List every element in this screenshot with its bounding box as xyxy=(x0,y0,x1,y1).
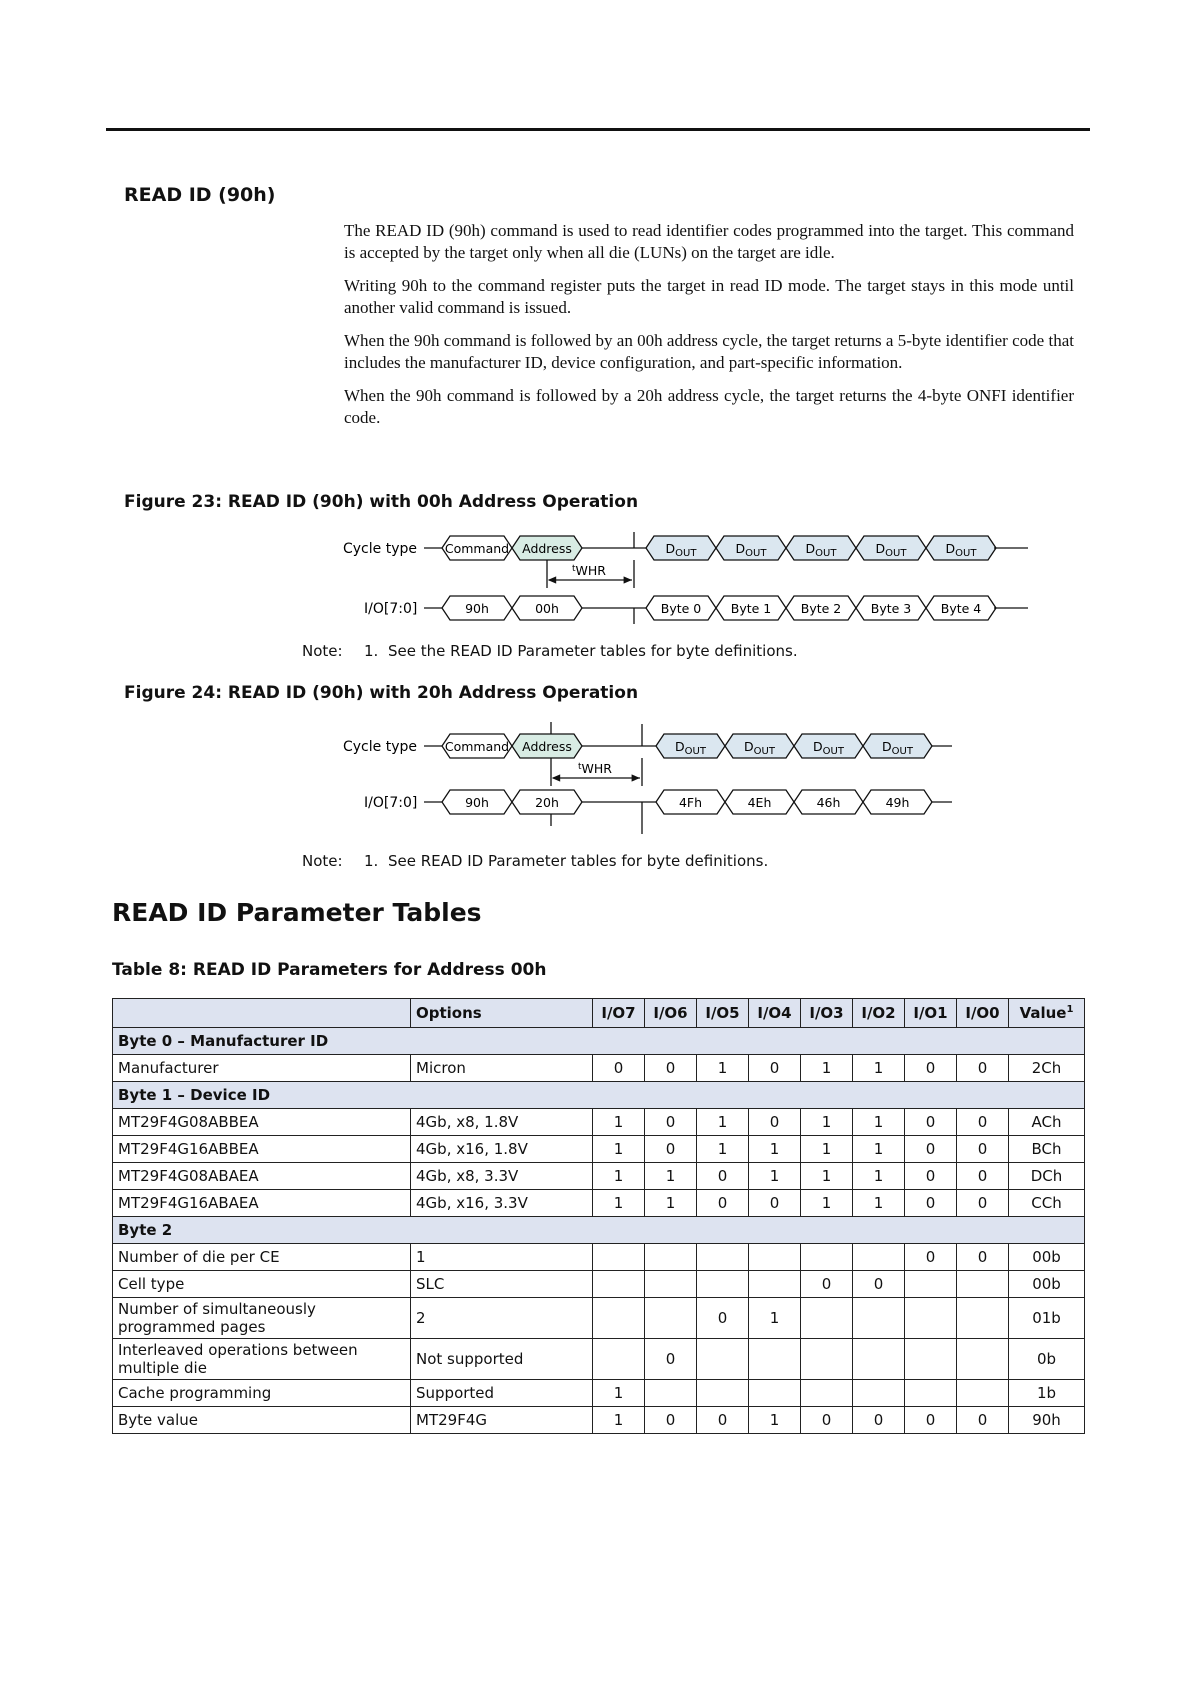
paragraph: The READ ID (90h) command is used to read identifier codes programmed into the target. This command is accepted by the target only when all die (LUNs) on the target are idle. xyxy=(344,221,1074,262)
bit-cell xyxy=(749,1271,801,1298)
bit-cell: 0 xyxy=(905,1136,957,1163)
byte-label: 46h xyxy=(816,795,841,810)
bit-cell: 1 xyxy=(749,1136,801,1163)
bit-cell: 1 xyxy=(749,1298,801,1339)
parameter-cell: Cache programming xyxy=(113,1380,411,1407)
io-address-text: 20h xyxy=(535,795,559,810)
table-row xyxy=(113,1339,1085,1380)
bit-cell: 0 xyxy=(905,1109,957,1136)
bit-cell xyxy=(645,1244,697,1271)
paragraph: Writing 90h to the command register puts the target in read ID mode. The target stays in this mode until another valid command is issued. xyxy=(344,276,1074,317)
paragraph: When the 90h command is followed by an 00h address cycle, the target returns a 5-byte identifier code that includes the manufacturer ID, device configuration, and part-specific information. xyxy=(344,331,1074,372)
value-cell: BCh xyxy=(1009,1136,1085,1163)
dout-label: $D_{OUT}$ xyxy=(813,739,844,757)
header-cell: I/O0 xyxy=(957,999,1009,1028)
section-cell: Byte 1 – Device ID xyxy=(113,1082,1085,1109)
bit-cell xyxy=(853,1244,905,1271)
bit-cell xyxy=(593,1244,645,1271)
byte-cycles xyxy=(646,596,996,620)
bit-cell: 0 xyxy=(645,1407,697,1434)
bit-cell: 0 xyxy=(645,1055,697,1082)
bit-cell: 1 xyxy=(593,1136,645,1163)
table-row xyxy=(113,1055,1085,1082)
dout-label: $D_{OUT}$ xyxy=(805,541,837,559)
bit-cell: 0 xyxy=(645,1339,697,1380)
bit-cell xyxy=(697,1271,749,1298)
byte-label: 4Fh xyxy=(678,795,703,810)
dout-label: $D_{OUT}$ xyxy=(675,739,706,757)
section-title: READ ID (90h) xyxy=(124,184,276,206)
command-label: Command xyxy=(444,739,510,754)
parameter-cell: Number of simultaneously programmed pages xyxy=(113,1298,411,1339)
byte-label: 49h xyxy=(885,795,910,810)
section-cell: Byte 0 – Manufacturer ID xyxy=(113,1028,1085,1055)
bit-cell: 0 xyxy=(905,1407,957,1434)
bit-cell: 1 xyxy=(749,1407,801,1434)
option-cell: 4Gb, x8, 3.3V xyxy=(411,1163,593,1190)
option-cell: 4Gb, x16, 3.3V xyxy=(411,1190,593,1217)
parameter-cell: Cell type xyxy=(113,1271,411,1298)
header-cell: I/O2 xyxy=(853,999,905,1028)
table-row xyxy=(113,1136,1085,1163)
bit-cell: 1 xyxy=(645,1163,697,1190)
twhr-label: $^t$WHR xyxy=(578,761,612,776)
bit-cell xyxy=(853,1298,905,1339)
bit-cell xyxy=(697,1244,749,1271)
option-cell: SLC xyxy=(411,1271,593,1298)
table-section-row xyxy=(113,1082,1085,1109)
value-cell: 00b xyxy=(1009,1244,1085,1271)
bit-cell: 0 xyxy=(593,1055,645,1082)
bit-cell: 1 xyxy=(853,1055,905,1082)
bit-cell: 1 xyxy=(593,1407,645,1434)
bit-cell xyxy=(801,1244,853,1271)
bit-cell: 1 xyxy=(645,1190,697,1217)
bit-cell: 1 xyxy=(697,1055,749,1082)
bit-cell: 0 xyxy=(645,1136,697,1163)
header-cell-value: Value$^1$ xyxy=(1009,999,1085,1028)
bit-cell: 1 xyxy=(697,1109,749,1136)
io-command-text: 90h xyxy=(465,795,489,810)
value-cell: 2Ch xyxy=(1009,1055,1085,1082)
bit-cell: 1 xyxy=(801,1055,853,1082)
top-rule xyxy=(106,128,1090,131)
figure-23-title: Figure 23: READ ID (90h) with 00h Address Operation xyxy=(124,492,639,512)
header-cell: I/O7 xyxy=(593,999,645,1028)
note-label: Note: xyxy=(302,852,343,870)
io-label: I/O[7:0] xyxy=(364,601,418,617)
bit-cell xyxy=(749,1244,801,1271)
figure-23-timing-diagram xyxy=(0,530,1190,630)
bit-cell: 0 xyxy=(697,1190,749,1217)
bit-cell xyxy=(645,1380,697,1407)
parameter-cell: MT29F4G08ABAEA xyxy=(113,1163,411,1190)
note-number: 1. xyxy=(364,642,379,660)
bit-cell: 0 xyxy=(801,1271,853,1298)
bit-cell: 1 xyxy=(801,1190,853,1217)
bit-cell xyxy=(645,1298,697,1339)
table-row xyxy=(113,1190,1085,1217)
value-cell: 01b xyxy=(1009,1298,1085,1339)
figure-24-title: Figure 24: READ ID (90h) with 20h Address Operation xyxy=(124,683,639,703)
bit-cell: 0 xyxy=(853,1407,905,1434)
bit-cell: 0 xyxy=(957,1407,1009,1434)
byte-label: Byte 3 xyxy=(870,601,912,616)
byte-label: Byte 2 xyxy=(800,601,842,616)
dout-label: $D_{OUT}$ xyxy=(875,541,907,559)
bit-cell: 0 xyxy=(749,1109,801,1136)
value-cell: 0b xyxy=(1009,1339,1085,1380)
byte-label: 4Eh xyxy=(747,795,772,810)
address-label: Address xyxy=(522,541,572,556)
bit-cell: 0 xyxy=(905,1244,957,1271)
bit-cell xyxy=(645,1271,697,1298)
byte-label: Byte 1 xyxy=(730,601,772,616)
bit-cell: 1 xyxy=(593,1190,645,1217)
bit-cell xyxy=(593,1339,645,1380)
bit-cell xyxy=(905,1339,957,1380)
option-cell: Micron xyxy=(411,1055,593,1082)
command-label: Command xyxy=(444,541,510,556)
header-cell: I/O4 xyxy=(749,999,801,1028)
bit-cell: 0 xyxy=(801,1407,853,1434)
option-cell: MT29F4G xyxy=(411,1407,593,1434)
bit-cell: 1 xyxy=(801,1109,853,1136)
table-8-title: Table 8: READ ID Parameters for Address 00h xyxy=(112,960,547,980)
bit-cell xyxy=(697,1380,749,1407)
bit-cell: 0 xyxy=(905,1163,957,1190)
table-section-row xyxy=(113,1217,1085,1244)
dout-cycles xyxy=(646,536,996,560)
bit-cell: 1 xyxy=(853,1109,905,1136)
parameter-cell: MT29F4G16ABAEA xyxy=(113,1190,411,1217)
io-address-text: 00h xyxy=(535,601,559,616)
dout-label: $D_{OUT}$ xyxy=(744,739,775,757)
bit-cell xyxy=(801,1298,853,1339)
bit-cell: 0 xyxy=(697,1407,749,1434)
bit-cell xyxy=(957,1271,1009,1298)
header-cell: Options xyxy=(411,999,593,1028)
bit-cell: 1 xyxy=(853,1163,905,1190)
note-text: See the READ ID Parameter tables for byte definitions. xyxy=(388,642,798,660)
figure-23-note xyxy=(302,642,798,660)
bit-cell: 0 xyxy=(957,1055,1009,1082)
bit-cell xyxy=(957,1298,1009,1339)
table-row xyxy=(113,1109,1085,1136)
value-cell: ACh xyxy=(1009,1109,1085,1136)
bit-cell xyxy=(957,1380,1009,1407)
figure-24-timing-diagram xyxy=(0,722,1190,840)
bit-cell: 0 xyxy=(905,1055,957,1082)
bit-cell xyxy=(957,1339,1009,1380)
value-cell: CCh xyxy=(1009,1190,1085,1217)
table-row xyxy=(113,1163,1085,1190)
table-header-row xyxy=(113,999,1085,1028)
note-label: Note: xyxy=(302,642,343,660)
tables-heading: READ ID Parameter Tables xyxy=(112,898,482,927)
dout-label: $D_{OUT}$ xyxy=(735,541,767,559)
bit-cell xyxy=(749,1380,801,1407)
value-cell: 00b xyxy=(1009,1271,1085,1298)
paragraph: When the 90h command is followed by a 20h address cycle, the target returns the 4-byte ONFI identifier code. xyxy=(344,386,1074,427)
section-body xyxy=(344,220,1074,440)
bit-cell: 0 xyxy=(957,1163,1009,1190)
dout-label: $D_{OUT}$ xyxy=(945,541,977,559)
bit-cell xyxy=(853,1339,905,1380)
bit-cell: 1 xyxy=(593,1380,645,1407)
bit-cell: 0 xyxy=(853,1271,905,1298)
note-text: See READ ID Parameter tables for byte definitions. xyxy=(388,852,769,870)
section-cell: Byte 2 xyxy=(113,1217,1085,1244)
bit-cell xyxy=(905,1271,957,1298)
bit-cell: 1 xyxy=(801,1163,853,1190)
value-cell: DCh xyxy=(1009,1163,1085,1190)
table-row xyxy=(113,1298,1085,1339)
address-label: Address xyxy=(522,739,572,754)
header-cell xyxy=(113,999,411,1028)
option-cell: 4Gb, x16, 1.8V xyxy=(411,1136,593,1163)
byte-cycles xyxy=(656,790,932,814)
header-cell: I/O6 xyxy=(645,999,697,1028)
bit-cell: 1 xyxy=(853,1190,905,1217)
dout-label: $D_{OUT}$ xyxy=(882,739,913,757)
note-number: 1. xyxy=(364,852,379,870)
header-cell: I/O5 xyxy=(697,999,749,1028)
table-row xyxy=(113,1380,1085,1407)
option-cell: Not supported xyxy=(411,1339,593,1380)
bit-cell xyxy=(593,1298,645,1339)
dout-label: $D_{OUT}$ xyxy=(665,541,697,559)
option-cell: 1 xyxy=(411,1244,593,1271)
bit-cell xyxy=(697,1339,749,1380)
bit-cell xyxy=(749,1339,801,1380)
parameter-cell: MT29F4G08ABBEA xyxy=(113,1109,411,1136)
option-cell: Supported xyxy=(411,1380,593,1407)
io-command-text: 90h xyxy=(465,601,489,616)
bit-cell: 0 xyxy=(697,1163,749,1190)
read-id-parameter-table xyxy=(112,998,1085,1434)
header-cell: I/O3 xyxy=(801,999,853,1028)
bit-cell: 0 xyxy=(957,1136,1009,1163)
value-cell: 90h xyxy=(1009,1407,1085,1434)
bit-cell xyxy=(853,1380,905,1407)
table-section-row xyxy=(113,1028,1085,1055)
value-cell: 1b xyxy=(1009,1380,1085,1407)
bit-cell xyxy=(593,1271,645,1298)
bit-cell: 1 xyxy=(801,1136,853,1163)
option-cell: 2 xyxy=(411,1298,593,1339)
cycle-type-label: Cycle type xyxy=(343,541,417,557)
bit-cell: 0 xyxy=(645,1109,697,1136)
byte-label: Byte 0 xyxy=(660,601,702,616)
bit-cell: 0 xyxy=(957,1244,1009,1271)
bit-cell: 1 xyxy=(749,1163,801,1190)
bit-cell: 0 xyxy=(749,1190,801,1217)
byte-label: Byte 4 xyxy=(940,601,982,616)
io-label: I/O[7:0] xyxy=(364,795,418,811)
bit-cell: 0 xyxy=(905,1190,957,1217)
option-cell: 4Gb, x8, 1.8V xyxy=(411,1109,593,1136)
figure-24-note xyxy=(302,852,768,870)
table-body xyxy=(113,1028,1085,1434)
bit-cell xyxy=(801,1339,853,1380)
table-row xyxy=(113,1244,1085,1271)
bit-cell xyxy=(801,1380,853,1407)
table-row xyxy=(113,1407,1085,1434)
bit-cell: 1 xyxy=(593,1109,645,1136)
bit-cell: 1 xyxy=(853,1136,905,1163)
bit-cell: 1 xyxy=(697,1136,749,1163)
table-row xyxy=(113,1271,1085,1298)
bit-cell xyxy=(905,1298,957,1339)
cycle-type-label: Cycle type xyxy=(343,739,417,755)
parameter-cell: Manufacturer xyxy=(113,1055,411,1082)
bit-cell xyxy=(905,1380,957,1407)
bit-cell: 0 xyxy=(957,1190,1009,1217)
header-cell: I/O1 xyxy=(905,999,957,1028)
bit-cell: 0 xyxy=(697,1298,749,1339)
bit-cell: 0 xyxy=(957,1109,1009,1136)
parameter-cell: Byte value xyxy=(113,1407,411,1434)
bit-cell: 0 xyxy=(749,1055,801,1082)
bit-cell: 1 xyxy=(593,1163,645,1190)
parameter-cell: Interleaved operations between multiple die xyxy=(113,1339,411,1380)
parameter-cell: MT29F4G16ABBEA xyxy=(113,1136,411,1163)
parameter-cell: Number of die per CE xyxy=(113,1244,411,1271)
dout-cycles xyxy=(656,734,932,758)
twhr-label: $^t$WHR xyxy=(572,563,606,578)
